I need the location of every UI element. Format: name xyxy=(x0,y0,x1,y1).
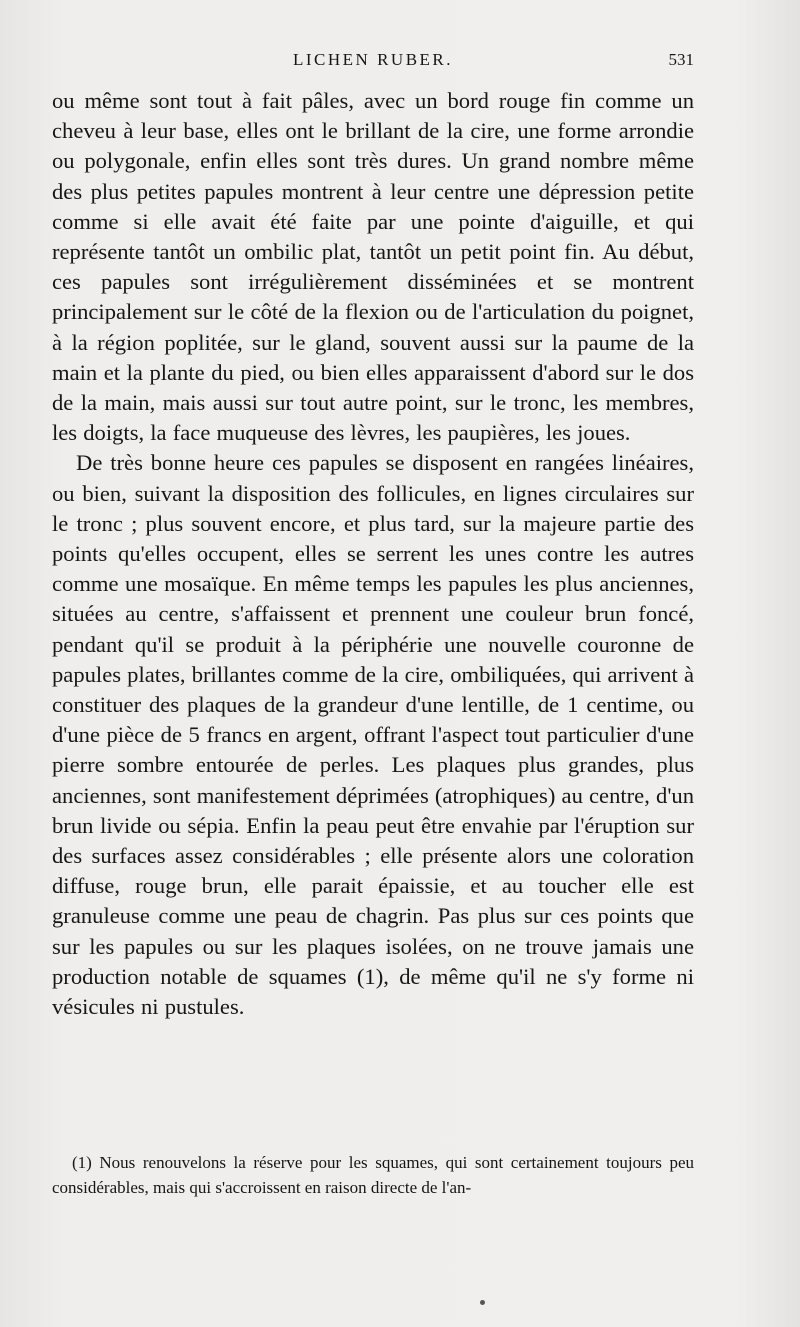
footnote: (1) Nous renouvelons la réserve pour les squames, qui sont certainement toujours peu considérables, mais qui s'accroissent en raison directe de l'an- xyxy=(52,1153,694,1197)
page-number: 531 xyxy=(668,50,694,69)
paragraph: De très bonne heure ces papules se disposent en rangées linéaires, ou bien, suivant la disposition des follicules, en lignes circulaires sur le tronc ; plus souvent encore, et plus tard, sur la majeure partie des points qu'elles occupent, elles se serrent les unes contre les autres comme une mosaïque. En même temps les papules les plus anciennes, situées au centre, s'affaissent et prennent une couleur brun foncé, pendant qu'il se produit à la périphérie une nouvelle couronne de papules plates, brillantes comme de la cire, ombiliquées, qui arrivent à constituer des plaques de la grandeur d'une lentille, de 1 centime, ou d'une pièce de 5 francs en argent, offrant l'aspect tout particulier d'une pierre sombre entourée de perles. Les plaques plus grandes, plus anciennes, sont manifestement déprimées (atrophiques) au centre, d'un brun livide ou sépia. Enfin la peau peut être envahie par l'éruption sur des surfaces assez considérables ; elle présente alors une coloration diffuse, rouge brun, elle parait épaissie, et au toucher elle est granuleuse comme une peau de chagrin. Pas plus sur ces points que sur les papules ou sur les plaques isolées, on ne trouve jamais une production notable de squames (1), de même qu'il ne s'y forme ni vésicules ni pustules. xyxy=(52,450,694,1020)
printer-mark xyxy=(480,1300,485,1305)
running-title: LICHEN RUBER. xyxy=(293,50,453,69)
running-head xyxy=(52,48,694,74)
body-text xyxy=(52,86,694,1022)
paragraph: ou même sont tout à fait pâles, avec un bord rouge fin comme un cheveu à leur base, elles ont le brillant de la cire, une forme arrondie ou polygonale, enfin elles sont très dures. Un grand nombre même des plus petites papules montrent à leur centre une dépression petite comme si elle avait été faite par une pointe d'aiguille, et qui représente tantôt un ombilic plat, tantôt un petit point fin. Au début, ces papules sont irrégulièrement disséminées et se montrent principalement sur le côté de la flexion ou de l'articulation du poignet, à la région poplitée, sur le gland, souvent aussi sur la paume de la main et la plante du pied, ou bien elles apparaissent d'abord sur le dos de la main, mais aussi sur tout autre point, sur le tronc, les membres, les doigts, la face muqueuse des lèvres, les paupières, les joues. xyxy=(52,88,694,446)
